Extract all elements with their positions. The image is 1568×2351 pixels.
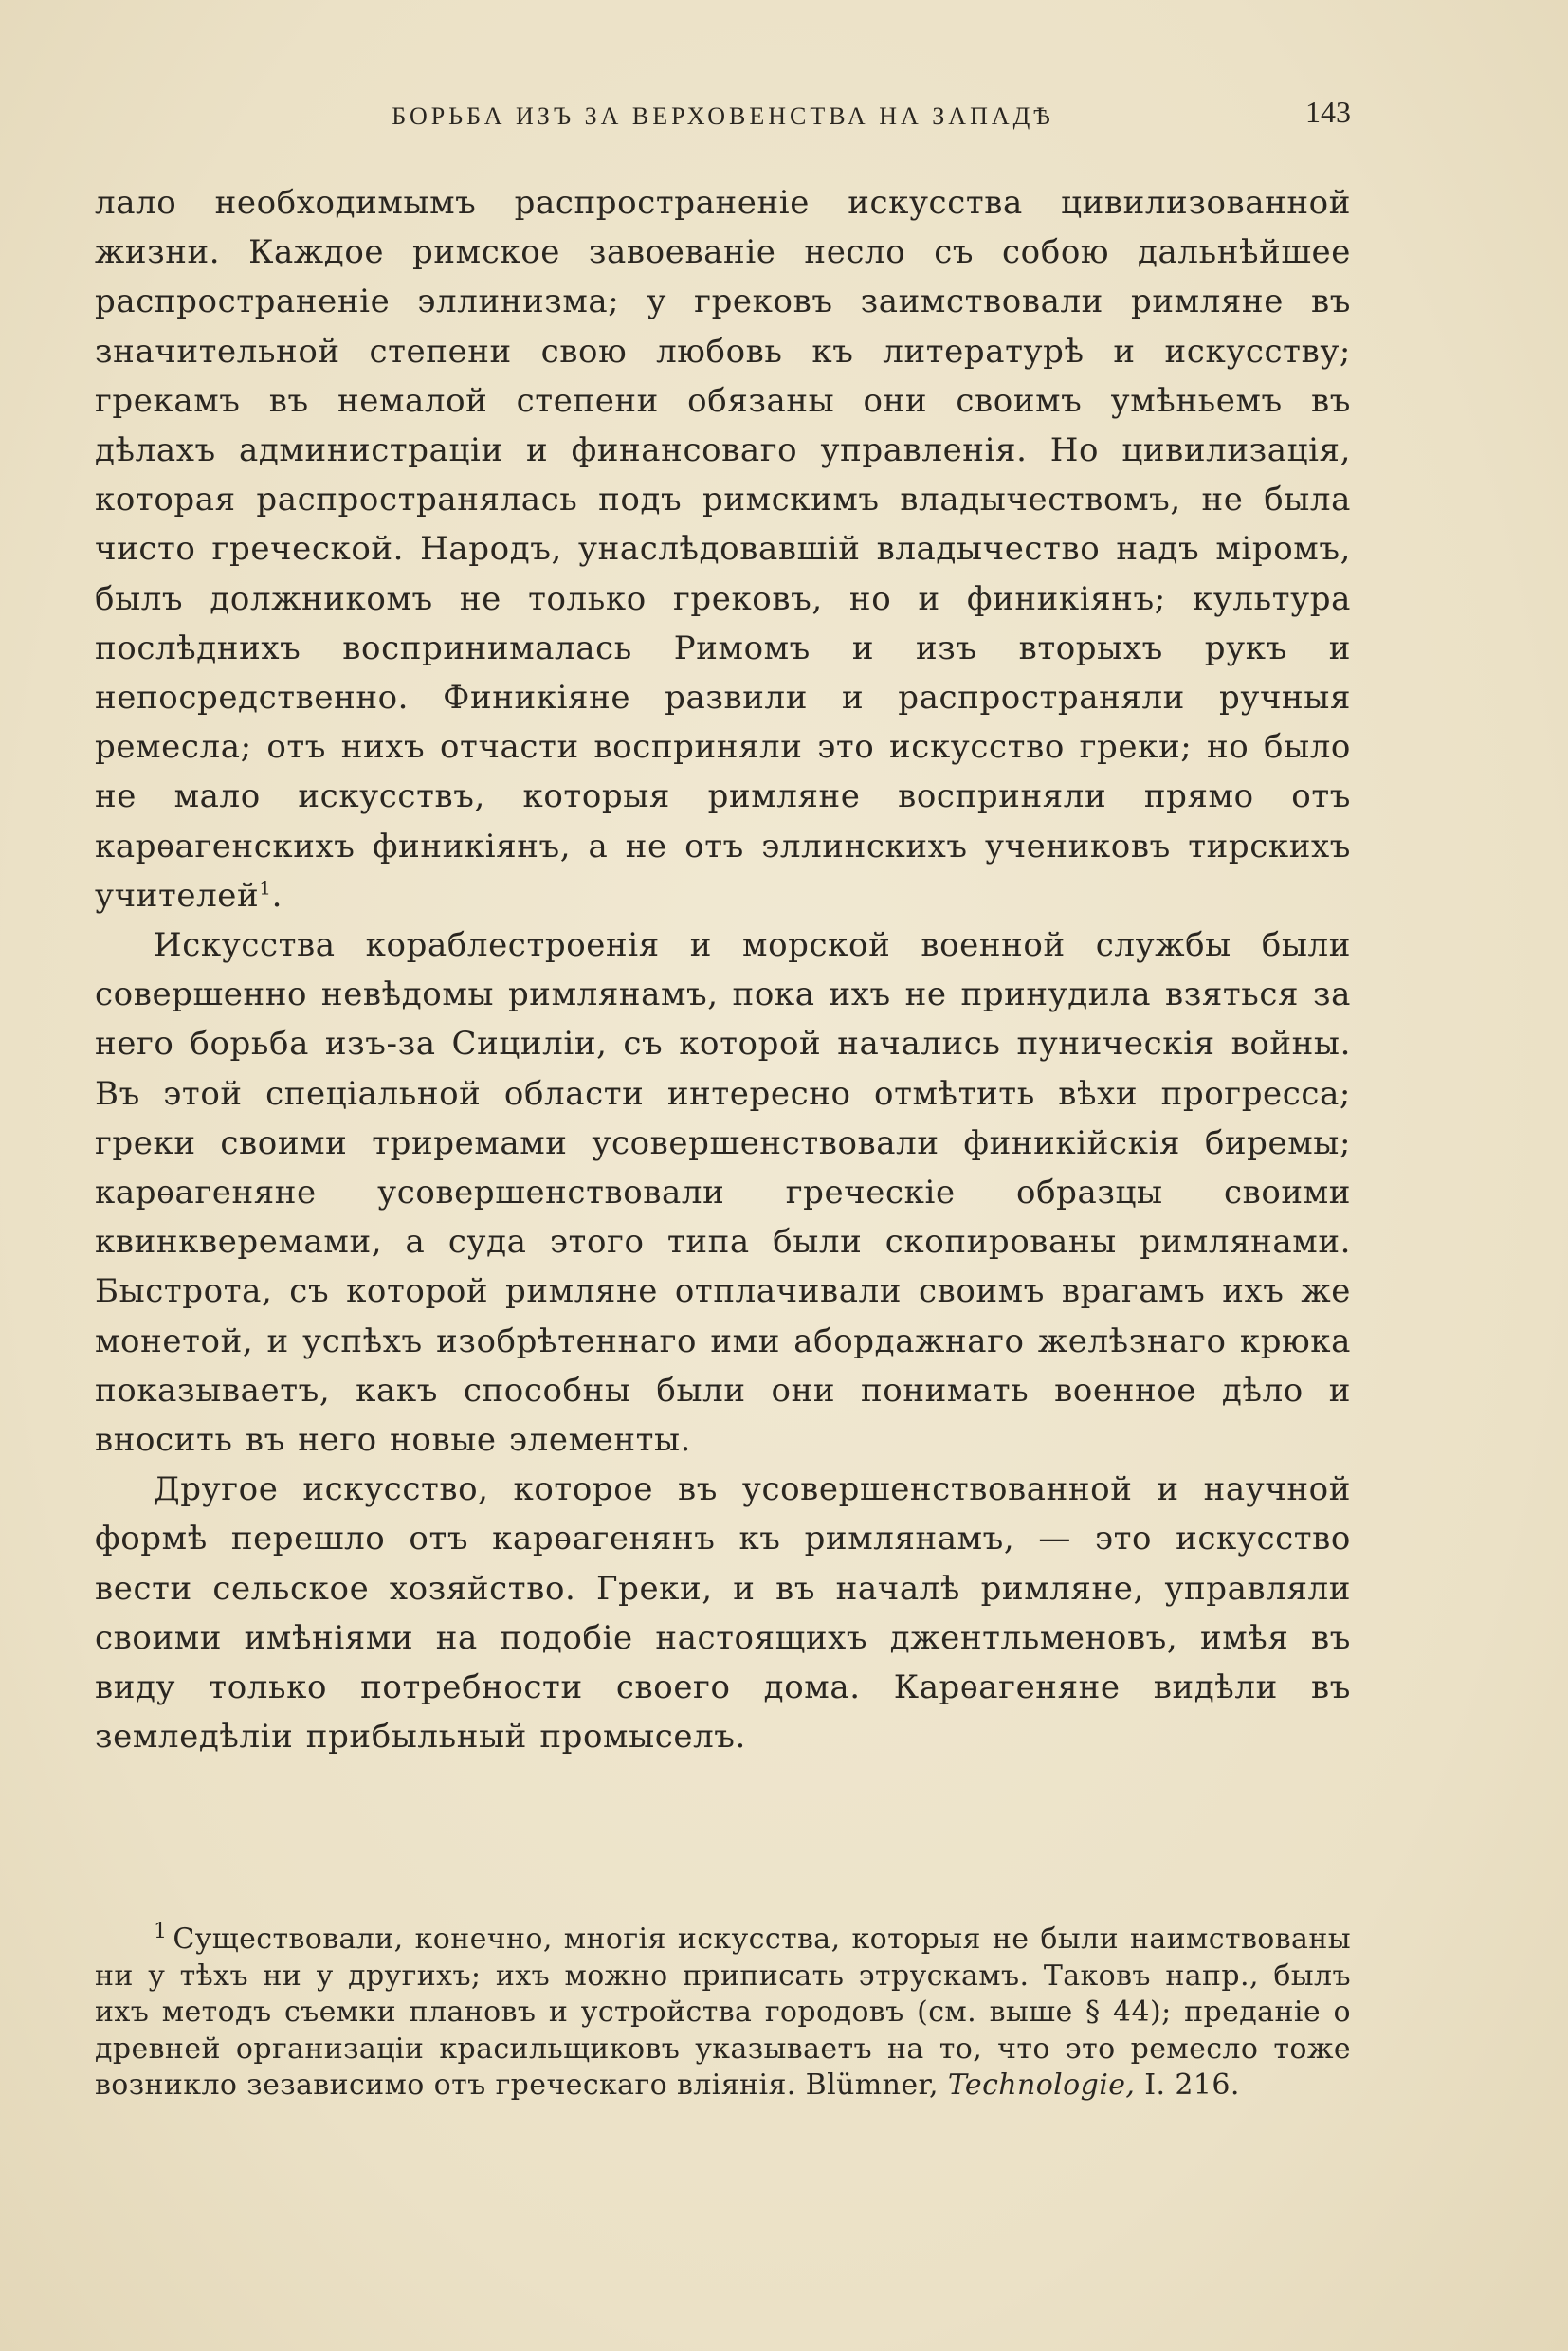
footnote-paragraph (95, 1922, 1351, 2105)
page-number: 143 (1305, 95, 1351, 129)
paragraph-1 (95, 178, 1351, 920)
footnote-text: Существовали, конечно, многія искусства, которыя не были наимствованы ни у тѣхъ ни у другихъ; ихъ можно приписать этрускамъ. Таковъ напр., былъ ихъ методъ съемки плановъ и устройства городовъ (см. выше § 44); преданіе о древней организаціи красильщиковъ указываетъ на то, что это ремесло тоже возникло зезависимо отъ греческаго вліянія. Blümner, (95, 1923, 1351, 2103)
paragraph-2: Искусства кораблестроенія и морской военной службы были совершенно невѣдомы римлянамъ, пока ихъ не принудила взяться за него борьба изъ-за Сициліи, съ которой начались пуническія войны. Въ этой спеціальной области интересно отмѣтить вѣхи прогресса; греки своими триремами усовершенствовали финикійскія биремы; карѳагеняне усовершенствовали греческіе образцы своими квинкверемами, а суда этого типа были скопированы римлянами. Быстрота, съ которой римляне отплачивали своимъ врагамъ ихъ же монетой, и успѣхъ изобрѣтеннаго ими абордажнаго желѣзнаго крюка показываетъ, какъ способны были они понимать военное дѣло и вносить въ него новые элементы. (95, 926, 1351, 1460)
paragraph-3: Другое искусство, которое въ усовершенствованной и научной формѣ перешло отъ карѳагенянъ къ римлянамъ, — это искусство вести сельское хозяйство. Греки, и въ началѣ римляне, управляли своими имѣніями на подобіе настоящихъ джентльменовъ, имѣя въ виду только потребности своего дома. Карѳагеняне видѣли въ земледѣліи прибыльный промыселъ. (95, 1470, 1351, 1757)
paragraph-1-text: лало необходимымъ распространеніе искусства цивилизованной жизни. Каждое римское завоеваніе несло съ собою дальнѣйшее распространеніе эллинизма; у грековъ заимствовали римляне въ значительной степени свою любовь къ литературѣ и искусству; грекамъ въ немалой степени обязаны они своимъ умѣньемъ въ дѣлахъ администраціи и финансоваго управленія. Но цивилизація, которая распространялась подъ римскимъ владычествомъ, не была чисто греческой. Народъ, унаслѣдовавшій владычество надъ міромъ, былъ должникомъ не только грековъ, но и финикіянъ; культура послѣднихъ воспринималась Римомъ и изъ вторыхъ рукъ и непосредственно. Финикіяне развили и распространяли ручныя ремесла; отъ нихъ отчасти восприняли это искусство греки; но было не мало искусствъ, которыя римляне восприняли прямо отъ карѳагенскихъ финикіянъ, а не отъ эллинскихъ учениковъ тирскихъ учителей (95, 184, 1351, 915)
paragraph-1-end: . (271, 876, 283, 915)
page-header (95, 95, 1351, 140)
footnote-end: I. 216. (1144, 2069, 1240, 2103)
footnote-mark: 1 (154, 1920, 168, 1943)
footnote-italic-title: Technologie, (947, 2069, 1136, 2103)
running-head: БОРЬБА ИЗЪ ЗА ВЕРХОВЕНСТВА НА ЗАПАДѢ (392, 102, 1054, 130)
main-text (95, 178, 1351, 1762)
footnote (95, 1922, 1351, 2105)
footnote-reference: 1 (259, 876, 272, 900)
